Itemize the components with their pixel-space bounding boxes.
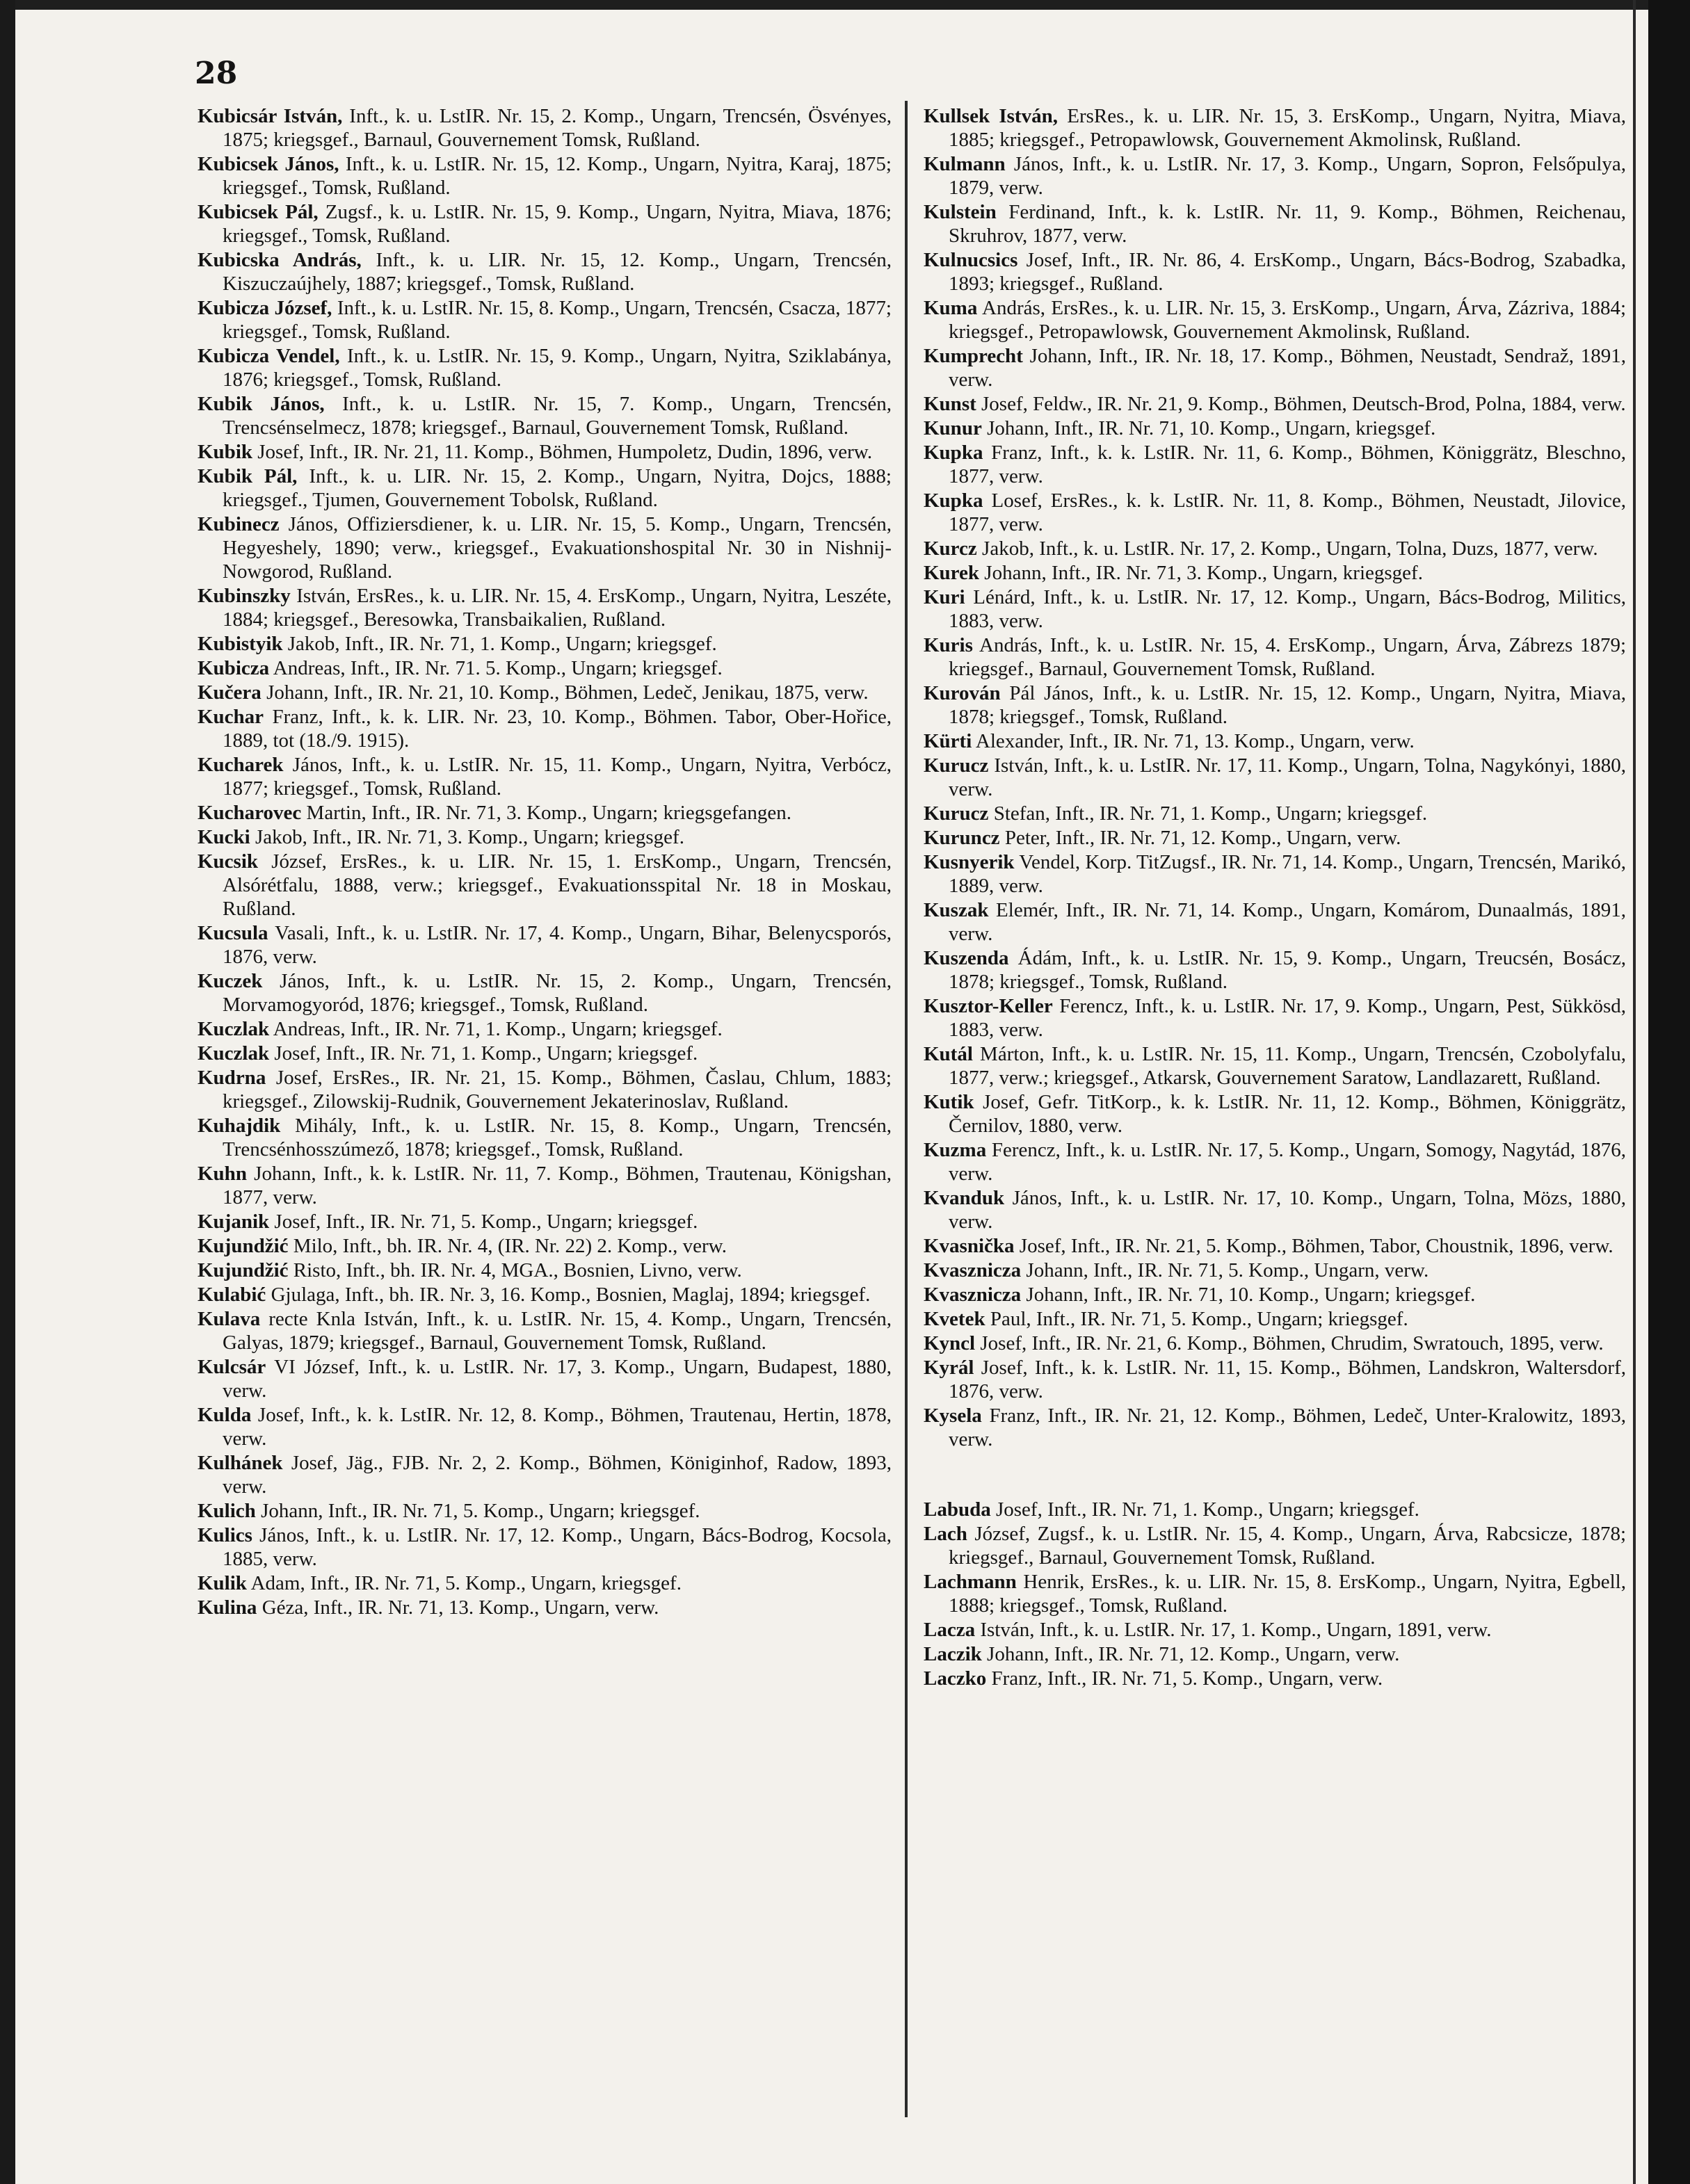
entry-details: Inft., k. u. LstIR. Nr. 15, 12. Komp., Ungarn, Nyitra, Karaj, 1875; kriegsgef., Tomsk, Rußland.: [223, 153, 892, 199]
entry-surname: Kulcsár: [198, 1356, 266, 1378]
register-entry: [198, 296, 892, 343]
entry-details: Mihály, Inft., k. u. LstIR. Nr. 15, 8. Komp., Ungarn, Trencsén, Trencsénhosszúmező, 1878; kriegsgef., Tomsk, Rußland.: [223, 1115, 892, 1160]
entry-details: recte Knla István, Inft., k. u. LstIR. Nr. 15, 4. Komp., Ungarn, Trencsén, Galyas, 1879; kriegsgef., Barnaul, Gouvernement Tomsk, Rußland.: [223, 1308, 892, 1354]
entry-surname: Kusztor-Keller: [924, 995, 1053, 1017]
entry-surname: Kulabić: [198, 1284, 266, 1306]
entry-details: Inft., k. u. LstIR. Nr. 15, 8. Komp., Ungarn, Trencsén, Csacza, 1877; kriegsgef., Tomsk, Rußland.: [223, 297, 892, 343]
entry-surname: Kubistyik: [198, 633, 283, 655]
entry-details: VI József, Inft., k. u. LstIR. Nr. 17, 3. Komp., Ungarn, Budapest, 1880, verw.: [223, 1356, 892, 1402]
register-entry: [198, 1042, 892, 1065]
entry-details: Géza, Inft., IR. Nr. 71, 13. Komp., Ungarn, verw.: [257, 1596, 659, 1619]
register-entry: [198, 1283, 892, 1307]
entry-details: Risto, Inft., bh. IR. Nr. 4, MGA., Bosnien, Livno, verw.: [288, 1259, 742, 1281]
entry-surname: Kucharek: [198, 754, 284, 776]
column-divider: [905, 101, 908, 2117]
entry-details: Zugsf., k. u. LstIR. Nr. 15, 9. Komp., Ungarn, Nyitra, Miava, 1876; kriegsgef., Tomsk, Rußland.: [223, 201, 892, 247]
register-entry: [924, 1259, 1626, 1282]
register-entry: [198, 1210, 892, 1233]
register-entry: [924, 681, 1626, 729]
entry-surname: Kysela: [924, 1405, 982, 1427]
entry-details: Henrik, ErsRes., k. u. LIR. Nr. 15, 8. ErsKomp., Ungarn, Nyitra, Egbell, 1888; kriegsgef., Tomsk, Rußland.: [949, 1571, 1626, 1617]
register-entry: [924, 1307, 1626, 1331]
register-entry: [198, 850, 892, 921]
entry-surname: Kunst: [924, 393, 976, 415]
entry-details: Johann, Inft., IR. Nr. 71, 5. Komp., Ungarn, verw.: [1021, 1259, 1429, 1281]
entry-surname: Laczik: [924, 1643, 982, 1665]
entry-details: Gjulaga, Inft., bh. IR. Nr. 3, 16. Komp., Bosnien, Maglaj, 1894; kriegsgef.: [266, 1284, 871, 1306]
register-entry: [924, 344, 1626, 391]
register-entry: [924, 296, 1626, 343]
register-entry: [924, 1283, 1626, 1307]
entry-surname: Lacza: [924, 1619, 976, 1641]
entry-details: Franz, Inft., k. k. LstIR. Nr. 11, 6. Komp., Böhmen, Königgrätz, Bleschno, 1877, verw.: [949, 442, 1626, 487]
register-entry: [198, 1259, 892, 1282]
register-entry: [198, 1234, 892, 1258]
register-entry: [198, 705, 892, 752]
register-entry: [198, 104, 892, 152]
register-entry: [198, 1355, 892, 1402]
entry-details: Lénárd, Inft., k. u. LstIR. Nr. 17, 12. Komp., Ungarn, Bács-Bodrog, Militics, 1883, verw.: [949, 586, 1626, 632]
entry-surname: Kucki: [198, 826, 250, 848]
entry-details: Johann, Inft., IR. Nr. 71, 5. Komp., Ungarn; kriegsgef.: [255, 1500, 700, 1522]
entry-surname: Laczko: [924, 1667, 987, 1690]
entry-surname: Kučera: [198, 681, 261, 704]
entry-surname: Kubicza Vendel,: [198, 345, 340, 367]
entry-details: Josef, Feldw., IR. Nr. 21, 9. Komp., Böhmen, Deutsch-Brod, Polna, 1884, verw.: [976, 393, 1626, 415]
entry-surname: Kvasnička: [924, 1235, 1015, 1257]
register-entry: [198, 1162, 892, 1209]
entry-details: Ferencz, Inft., k. u. LstIR. Nr. 17, 5. Komp., Ungarn, Somogy, Nagytád, 1876, verw.: [949, 1139, 1626, 1185]
register-entry: [924, 1042, 1626, 1090]
entry-surname: Kvasznicza: [924, 1259, 1022, 1281]
entry-surname: Kubicska András,: [198, 249, 362, 271]
entry-details: József, ErsRes., k. u. LIR. Nr. 15, 1. ErsKomp., Ungarn, Trencsén, Alsórétfalu, 1888, verw.; kriegsgef., Evakuationsspital Nr. 18 in Moskau, Rußland.: [223, 850, 892, 920]
register-entry: [924, 1090, 1626, 1138]
entry-details: János, Offiziersdiener, k. u. LIR. Nr. 15, 5. Komp., Ungarn, Trencsén, Hegyeshely, 1890; verw., kriegsgef., Evakuationshospital Nr. 30 in Nishnij-Nowgorod, Rußland.: [223, 513, 892, 583]
register-entry: [198, 200, 892, 248]
register-entry: [198, 1571, 892, 1595]
entry-details: Josef, Inft., IR. Nr. 86, 4. ErsKomp., Ungarn, Bács-Bodrog, Szabadka, 1893; kriegsgef., Rußland.: [949, 249, 1626, 295]
register-entry: [198, 801, 892, 825]
register-entry: [198, 753, 892, 800]
section-gap: [924, 1452, 1626, 1498]
scan-border-right-line: [1633, 0, 1636, 2184]
entry-details: Josef, Inft., IR. Nr. 21, 5. Komp., Böhmen, Tabor, Choustnik, 1896, verw.: [1014, 1235, 1613, 1257]
entry-surname: Kuczek: [198, 970, 263, 992]
register-entry: [198, 1403, 892, 1450]
entry-surname: Kulmann: [924, 153, 1006, 175]
entry-surname: Kuhajdik: [198, 1115, 281, 1137]
register-entry: [924, 946, 1626, 994]
entry-surname: Kubicza József,: [198, 297, 332, 319]
register-entry: [198, 921, 892, 969]
entry-details: Johann, Inft., IR. Nr. 71, 10. Komp., Ungarn, kriegsgef.: [981, 417, 1436, 439]
register-entry: [924, 1234, 1626, 1258]
register-entry: [198, 1596, 892, 1619]
entry-details: Milo, Inft., bh. IR. Nr. 4, (IR. Nr. 22) 2. Komp., verw.: [288, 1235, 727, 1257]
entry-surname: Kujundžić: [198, 1259, 289, 1281]
register-entry: [924, 152, 1626, 200]
entry-surname: Kupka: [924, 442, 983, 464]
register-entry: [198, 632, 892, 656]
entry-details: Inft., k. u. LstIR. Nr. 15, 9. Komp., Ungarn, Nyitra, Sziklabánya, 1876; kriegsgef., Tomsk, Rußland.: [223, 345, 892, 391]
register-entry: [198, 512, 892, 583]
entry-surname: Kucsula: [198, 922, 268, 944]
page-number: 28: [195, 56, 238, 91]
entry-details: Jakob, Inft., IR. Nr. 71, 1. Komp., Ungarn; kriegsgef.: [282, 633, 717, 655]
register-entry: [924, 994, 1626, 1042]
entry-details: Vendel, Korp. TitZugsf., IR. Nr. 71, 14. Komp., Ungarn, Trencsén, Marikó, 1889, verw.: [949, 851, 1626, 897]
entry-surname: Kunur: [924, 417, 982, 439]
entry-details: Johann, Inft., IR. Nr. 21, 10. Komp., Böhmen, Ledeč, Jenikau, 1875, verw.: [261, 681, 869, 704]
register-entry: [924, 850, 1626, 898]
entry-surname: Kurek: [924, 562, 980, 584]
entry-details: János, Inft., k. u. LstIR. Nr. 17, 12. Komp., Ungarn, Bács-Bodrog, Kocsola, 1885, verw.: [223, 1524, 892, 1570]
entry-details: Josef, Inft., IR. Nr. 21, 11. Komp., Böhmen, Humpoletz, Dudin, 1896, verw.: [252, 441, 873, 463]
entry-details: Ádám, Inft., k. u. LstIR. Nr. 15, 9. Komp., Ungarn, Treucsén, Bosácz, 1878; kriegsgef., Tomsk, Rußland.: [949, 947, 1626, 993]
entry-surname: Kupka: [924, 490, 983, 512]
entry-surname: Kurcz: [924, 537, 977, 560]
entry-details: Johann, Inft., k. k. LstIR. Nr. 11, 7. Komp., Böhmen, Trautenau, Königshan, 1877, verw.: [223, 1163, 892, 1208]
entry-surname: Kulnucsics: [924, 249, 1018, 271]
entry-surname: Kudrna: [198, 1067, 266, 1089]
entry-details: Josef, Inft., IR. Nr. 71, 1. Komp., Ungarn; kriegsgef.: [990, 1498, 1419, 1521]
register-entry: [924, 1667, 1626, 1690]
register-entry: [198, 1499, 892, 1523]
entry-details: Josef, ErsRes., IR. Nr. 21, 15. Komp., Böhmen, Časlau, Chlum, 1883; kriegsgef., Zilowskij-Rudnik, Gouvernement Jekaterinoslav, Rußland.: [223, 1067, 892, 1113]
register-entry: [924, 1498, 1626, 1521]
entry-surname: Kvanduk: [924, 1187, 1005, 1209]
entry-surname: Kuzma: [924, 1139, 987, 1161]
entry-surname: Kucsik: [198, 850, 259, 873]
entry-details: Johann, Inft., IR. Nr. 71, 12. Komp., Ungarn, verw.: [981, 1643, 1400, 1665]
register-entry: [924, 826, 1626, 850]
entry-details: Josef, Inft., k. k. LstIR. Nr. 12, 8. Komp., Böhmen, Trautenau, Hertin, 1878, verw.: [223, 1404, 892, 1450]
register-entry: [924, 537, 1626, 560]
entry-surname: Lach: [924, 1523, 967, 1545]
register-entry: [198, 344, 892, 391]
entry-surname: Kurucz: [924, 754, 989, 777]
entry-details: Adam, Inft., IR. Nr. 71, 5. Komp., Ungarn, kriegsgef.: [246, 1572, 682, 1594]
entry-details: János, Inft., k. u. LstIR. Nr. 15, 2. Komp., Ungarn, Trencsén, Morvamogyoród, 1876; kriegsgef., Tomsk, Rußland.: [223, 970, 892, 1016]
register-entry: [198, 969, 892, 1017]
entry-details: Inft., k. u. LstIR. Nr. 15, 2. Komp., Ungarn, Trencsén, Ösvényes, 1875; kriegsgef., Barnaul, Gouvernement Tomsk, Rußland.: [223, 105, 892, 151]
entry-details: István, Inft., k. u. LstIR. Nr. 17, 11. Komp., Ungarn, Tolna, Nagykónyi, 1880, verw.: [949, 754, 1626, 800]
register-entry: [924, 1570, 1626, 1617]
register-entry: [198, 1523, 892, 1571]
entry-details: József, Zugsf., k. u. LstIR. Nr. 15, 4. Komp., Ungarn, Árva, Rabcsicze, 1878; kriegsgef., Barnaul, Gouvernement Tomsk, Rußland.: [949, 1523, 1626, 1569]
entry-surname: Kvasznicza: [924, 1284, 1022, 1306]
entry-surname: Kuchar: [198, 706, 264, 728]
entry-surname: Kulda: [198, 1404, 252, 1426]
entry-surname: Kubinszky: [198, 585, 291, 607]
register-entry: [198, 1066, 892, 1113]
register-entry: [198, 392, 892, 439]
register-entry: [924, 489, 1626, 536]
entry-details: Jakob, Inft., IR. Nr. 71, 3. Komp., Ungarn; kriegsgef.: [250, 826, 684, 848]
entry-details: István, ErsRes., k. u. LIR. Nr. 15, 4. ErsKomp., Ungarn, Nyitra, Leszéte, 1884; kriegsgef., Beresowka, Transbaikalien, Rußland.: [223, 585, 892, 631]
scan-border-right: [1648, 0, 1690, 2184]
entry-details: Josef, Jäg., FJB. Nr. 2, 2. Komp., Böhmen, Königinhof, Radow, 1893, verw.: [223, 1452, 892, 1498]
entry-details: Stefan, Inft., IR. Nr. 71, 1. Komp., Ungarn; kriegsgef.: [988, 802, 1428, 825]
register-entry: [198, 440, 892, 464]
entry-details: Inft., k. u. LstIR. Nr. 15, 7. Komp., Ungarn, Trencsén, Trencsénselmecz, 1878; kriegsgef., Barnaul, Gouvernement Tomsk, Rußland.: [223, 393, 892, 439]
entry-details: Inft., k. u. LIR. Nr. 15, 12. Komp., Ungarn, Trencsén, Kiszuczaújhely, 1887; kriegsgef., Tomsk, Rußland.: [223, 249, 892, 295]
entry-surname: Kürti: [924, 730, 972, 752]
register-entry: [924, 729, 1626, 753]
entry-details: Losef, ErsRes., k. k. LstIR. Nr. 11, 8. Komp., Böhmen, Neustadt, Jilovice, 1877, verw.: [949, 490, 1626, 535]
entry-surname: Kuris: [924, 634, 973, 656]
entry-surname: Kubinecz: [198, 513, 280, 535]
entry-surname: Kuruncz: [924, 827, 1000, 849]
register-entry: [924, 1138, 1626, 1186]
register-entry: [198, 681, 892, 704]
register-entry: [924, 1332, 1626, 1355]
register-entry: [198, 656, 892, 680]
entry-surname: Kvetek: [924, 1308, 985, 1330]
entry-details: Andreas, Inft., IR. Nr. 71, 1. Komp., Ungarn; kriegsgef.: [269, 1018, 723, 1040]
entry-details: Pál János, Inft., k. u. LstIR. Nr. 15, 12. Komp., Ungarn, Nyitra, Miava, 1878; kriegsgef., Tomsk, Rußland.: [949, 682, 1626, 728]
entry-surname: Kuhn: [198, 1163, 247, 1185]
entry-details: Inft., k. u. LIR. Nr. 15, 2. Komp., Ungarn, Nyitra, Dojcs, 1888; kriegsgef., Tjumen, Gouvernement Tobolsk, Rußland.: [223, 465, 892, 511]
entry-surname: Kulstein: [924, 201, 997, 223]
entry-surname: Kubik: [198, 441, 252, 463]
entry-surname: Kujundžić: [198, 1235, 289, 1257]
entry-details: Johann, Inft., IR. Nr. 71, 3. Komp., Ungarn, kriegsgef.: [979, 562, 1423, 584]
entry-surname: Kulhánek: [198, 1452, 283, 1474]
entry-details: János, Inft., k. u. LstIR. Nr. 15, 11. Komp., Ungarn, Nyitra, Verbócz, 1877; kriegsgef., Tomsk, Rußland.: [223, 754, 892, 800]
register-entry: [924, 585, 1626, 633]
register-entry: [924, 633, 1626, 681]
register-entry: [924, 441, 1626, 488]
register-entry: [198, 248, 892, 296]
entry-surname: Kumprecht: [924, 345, 1023, 367]
entry-surname: Kubicsek Pál,: [198, 201, 319, 223]
entry-surname: Kulics: [198, 1524, 252, 1546]
register-entry: [924, 1642, 1626, 1666]
entry-surname: Kucharovec: [198, 802, 302, 824]
entry-surname: Kulik: [198, 1572, 247, 1594]
entry-surname: Kujanik: [198, 1211, 270, 1233]
entry-details: Márton, Inft., k. u. LstIR. Nr. 15, 11. Komp., Ungarn, Trencsén, Czobolyfalu, 1877, verw.; kriegsgef., Atkarsk, Gouvernement Saratow, Landlazarett, Rußland.: [949, 1043, 1626, 1089]
entry-surname: Lachmann: [924, 1571, 1017, 1593]
register-entry: [924, 1186, 1626, 1233]
entry-details: János, Inft., k. u. LstIR. Nr. 17, 10. Komp., Ungarn, Tolna, Mözs, 1880, verw.: [949, 1187, 1626, 1233]
entry-details: Peter, Inft., IR. Nr. 71, 12. Komp., Ungarn, verw.: [999, 827, 1401, 849]
entry-details: Josef, Gefr. TitKorp., k. k. LstIR. Nr. 11, 12. Komp., Böhmen, Königgrätz, Černilov, 1880, verw.: [949, 1091, 1626, 1137]
register-entry: [198, 1114, 892, 1161]
entry-surname: Kulava: [198, 1308, 261, 1330]
entry-surname: Kubicsek János,: [198, 153, 339, 175]
entry-details: Martin, Inft., IR. Nr. 71, 3. Komp., Ungarn; kriegsgefangen.: [301, 802, 792, 824]
entry-surname: Kutál: [924, 1043, 973, 1065]
entry-surname: Kusnyerik: [924, 851, 1015, 873]
entry-details: András, ErsRes., k. u. LIR. Nr. 15, 3. ErsKomp., Ungarn, Árva, Zázriva, 1884; kriegsgef., Petropawlowsk, Gouvernement Akmolinsk, Rußland.: [949, 297, 1626, 343]
entry-surname: Kuma: [924, 297, 978, 319]
register-entry: [924, 898, 1626, 946]
entry-surname: Kuri: [924, 586, 965, 608]
register-entry: [198, 152, 892, 200]
register-entry: [924, 802, 1626, 825]
entry-surname: Kubik Pál,: [198, 465, 298, 487]
entry-details: Johann, Inft., IR. Nr. 71, 10. Komp., Ungarn; kriegsgef.: [1021, 1284, 1476, 1306]
entry-surname: Kulich: [198, 1500, 256, 1522]
entry-details: Elemér, Inft., IR. Nr. 71, 14. Komp., Ungarn, Komárom, Dunaalmás, 1891, verw.: [949, 899, 1626, 945]
entry-details: Ferdinand, Inft., k. k. LstIR. Nr. 11, 9. Komp., Böhmen, Reichenau, Skruhrov, 1877, verw.: [949, 201, 1626, 247]
entry-details: János, Inft., k. u. LstIR. Nr. 17, 3. Komp., Ungarn, Sopron, Felsőpulya, 1879, verw.: [949, 153, 1626, 199]
entry-surname: Kyncl: [924, 1332, 976, 1354]
entry-surname: Kubicsár István,: [198, 105, 343, 127]
entry-surname: Kurován: [924, 682, 1001, 704]
scan-border-left: [0, 0, 15, 2184]
entry-details: Josef, Inft., IR. Nr. 71, 1. Komp., Ungarn; kriegsgef.: [269, 1042, 698, 1065]
register-entry: [924, 1356, 1626, 1403]
entry-surname: Kuszak: [924, 899, 989, 921]
entry-details: Andreas, Inft., IR. Nr. 71. 5. Komp., Ungarn; kriegsgef.: [269, 657, 723, 679]
entry-details: Johann, Inft., IR. Nr. 18, 17. Komp., Böhmen, Neustadt, Sendraž, 1891, verw.: [949, 345, 1626, 391]
register-entry: [924, 1404, 1626, 1451]
entry-details: Franz, Inft., k. k. LIR. Nr. 23, 10. Komp., Böhmen. Tabor, Ober-Hořice, 1889, tot (18./9. 1915).: [223, 706, 892, 752]
entry-details: Josef, Inft., k. k. LstIR. Nr. 11, 15. Komp., Böhmen, Landskron, Waltersdorf, 1876, verw.: [949, 1357, 1626, 1402]
entry-details: Ferencz, Inft., k. u. LstIR. Nr. 17, 9. Komp., Ungarn, Pest, Sükkösd, 1883, verw.: [949, 995, 1626, 1041]
register-entry: [924, 754, 1626, 801]
register-entry: [198, 584, 892, 631]
entry-surname: Kubik János,: [198, 393, 325, 415]
register-entry: [198, 1017, 892, 1041]
entry-surname: Kyrál: [924, 1357, 974, 1379]
register-entry: [924, 561, 1626, 585]
entry-details: ErsRes., k. u. LIR. Nr. 15, 3. ErsKomp., Ungarn, Nyitra, Miava, 1885; kriegsgef., Petropawlowsk, Gouvernement Akmolinsk, Rußland.: [949, 105, 1626, 151]
entry-surname: Kurucz: [924, 802, 989, 825]
entry-details: Alexander, Inft., IR. Nr. 71, 13. Komp., Ungarn, verw.: [972, 730, 1415, 752]
entry-surname: Kuszenda: [924, 947, 1009, 969]
entry-surname: Kullsek István,: [924, 105, 1058, 127]
entry-surname: Kutik: [924, 1091, 974, 1113]
register-entry: [924, 248, 1626, 296]
entry-details: András, Inft., k. u. LstIR. Nr. 15, 4. ErsKomp., Ungarn, Árva, Zábrezs 1879; kriegsgef., Barnaul, Gouvernement Tomsk, Rußland.: [949, 634, 1626, 680]
entry-details: Josef, Inft., IR. Nr. 71, 5. Komp., Ungarn; kriegsgef.: [269, 1211, 698, 1233]
entry-surname: Kubicza: [198, 657, 270, 679]
entry-surname: Kuczlak: [198, 1018, 270, 1040]
register-entry: [198, 1451, 892, 1498]
register-entry: [924, 1618, 1626, 1642]
register-entry: [198, 825, 892, 849]
entry-details: Franz, Inft., IR. Nr. 71, 5. Komp., Ungarn, verw.: [986, 1667, 1383, 1690]
entry-surname: Kuczlak: [198, 1042, 270, 1065]
entry-details: Vasali, Inft., k. u. LstIR. Nr. 17, 4. Komp., Ungarn, Bihar, Belenycsporós, 1876, verw.: [223, 922, 892, 968]
register-entry: [198, 1307, 892, 1354]
left-column: [198, 104, 892, 2162]
entry-details: Franz, Inft., IR. Nr. 21, 12. Komp., Böhmen, Ledeč, Unter-Kralowitz, 1893, verw.: [949, 1405, 1626, 1450]
entry-details: Jakob, Inft., k. u. LstIR. Nr. 17, 2. Komp., Ungarn, Tolna, Duzs, 1877, verw.: [976, 537, 1598, 560]
entry-surname: Labuda: [924, 1498, 991, 1521]
register-entry: [924, 416, 1626, 440]
entry-details: Josef, Inft., IR. Nr. 21, 6. Komp., Böhmen, Chrudim, Swratouch, 1895, verw.: [975, 1332, 1604, 1354]
register-entry: [924, 1522, 1626, 1569]
register-entry: [924, 392, 1626, 416]
register-entry: [198, 464, 892, 512]
register-entry: [924, 200, 1626, 248]
right-column: [924, 104, 1626, 2162]
register-entry: [924, 104, 1626, 152]
entry-surname: Kulina: [198, 1596, 257, 1619]
entry-details: Paul, Inft., IR. Nr. 71, 5. Komp., Ungarn; kriegsgef.: [985, 1308, 1408, 1330]
scan-border-top: [0, 0, 1690, 10]
entry-details: István, Inft., k. u. LstIR. Nr. 17, 1. Komp., Ungarn, 1891, verw.: [975, 1619, 1492, 1641]
